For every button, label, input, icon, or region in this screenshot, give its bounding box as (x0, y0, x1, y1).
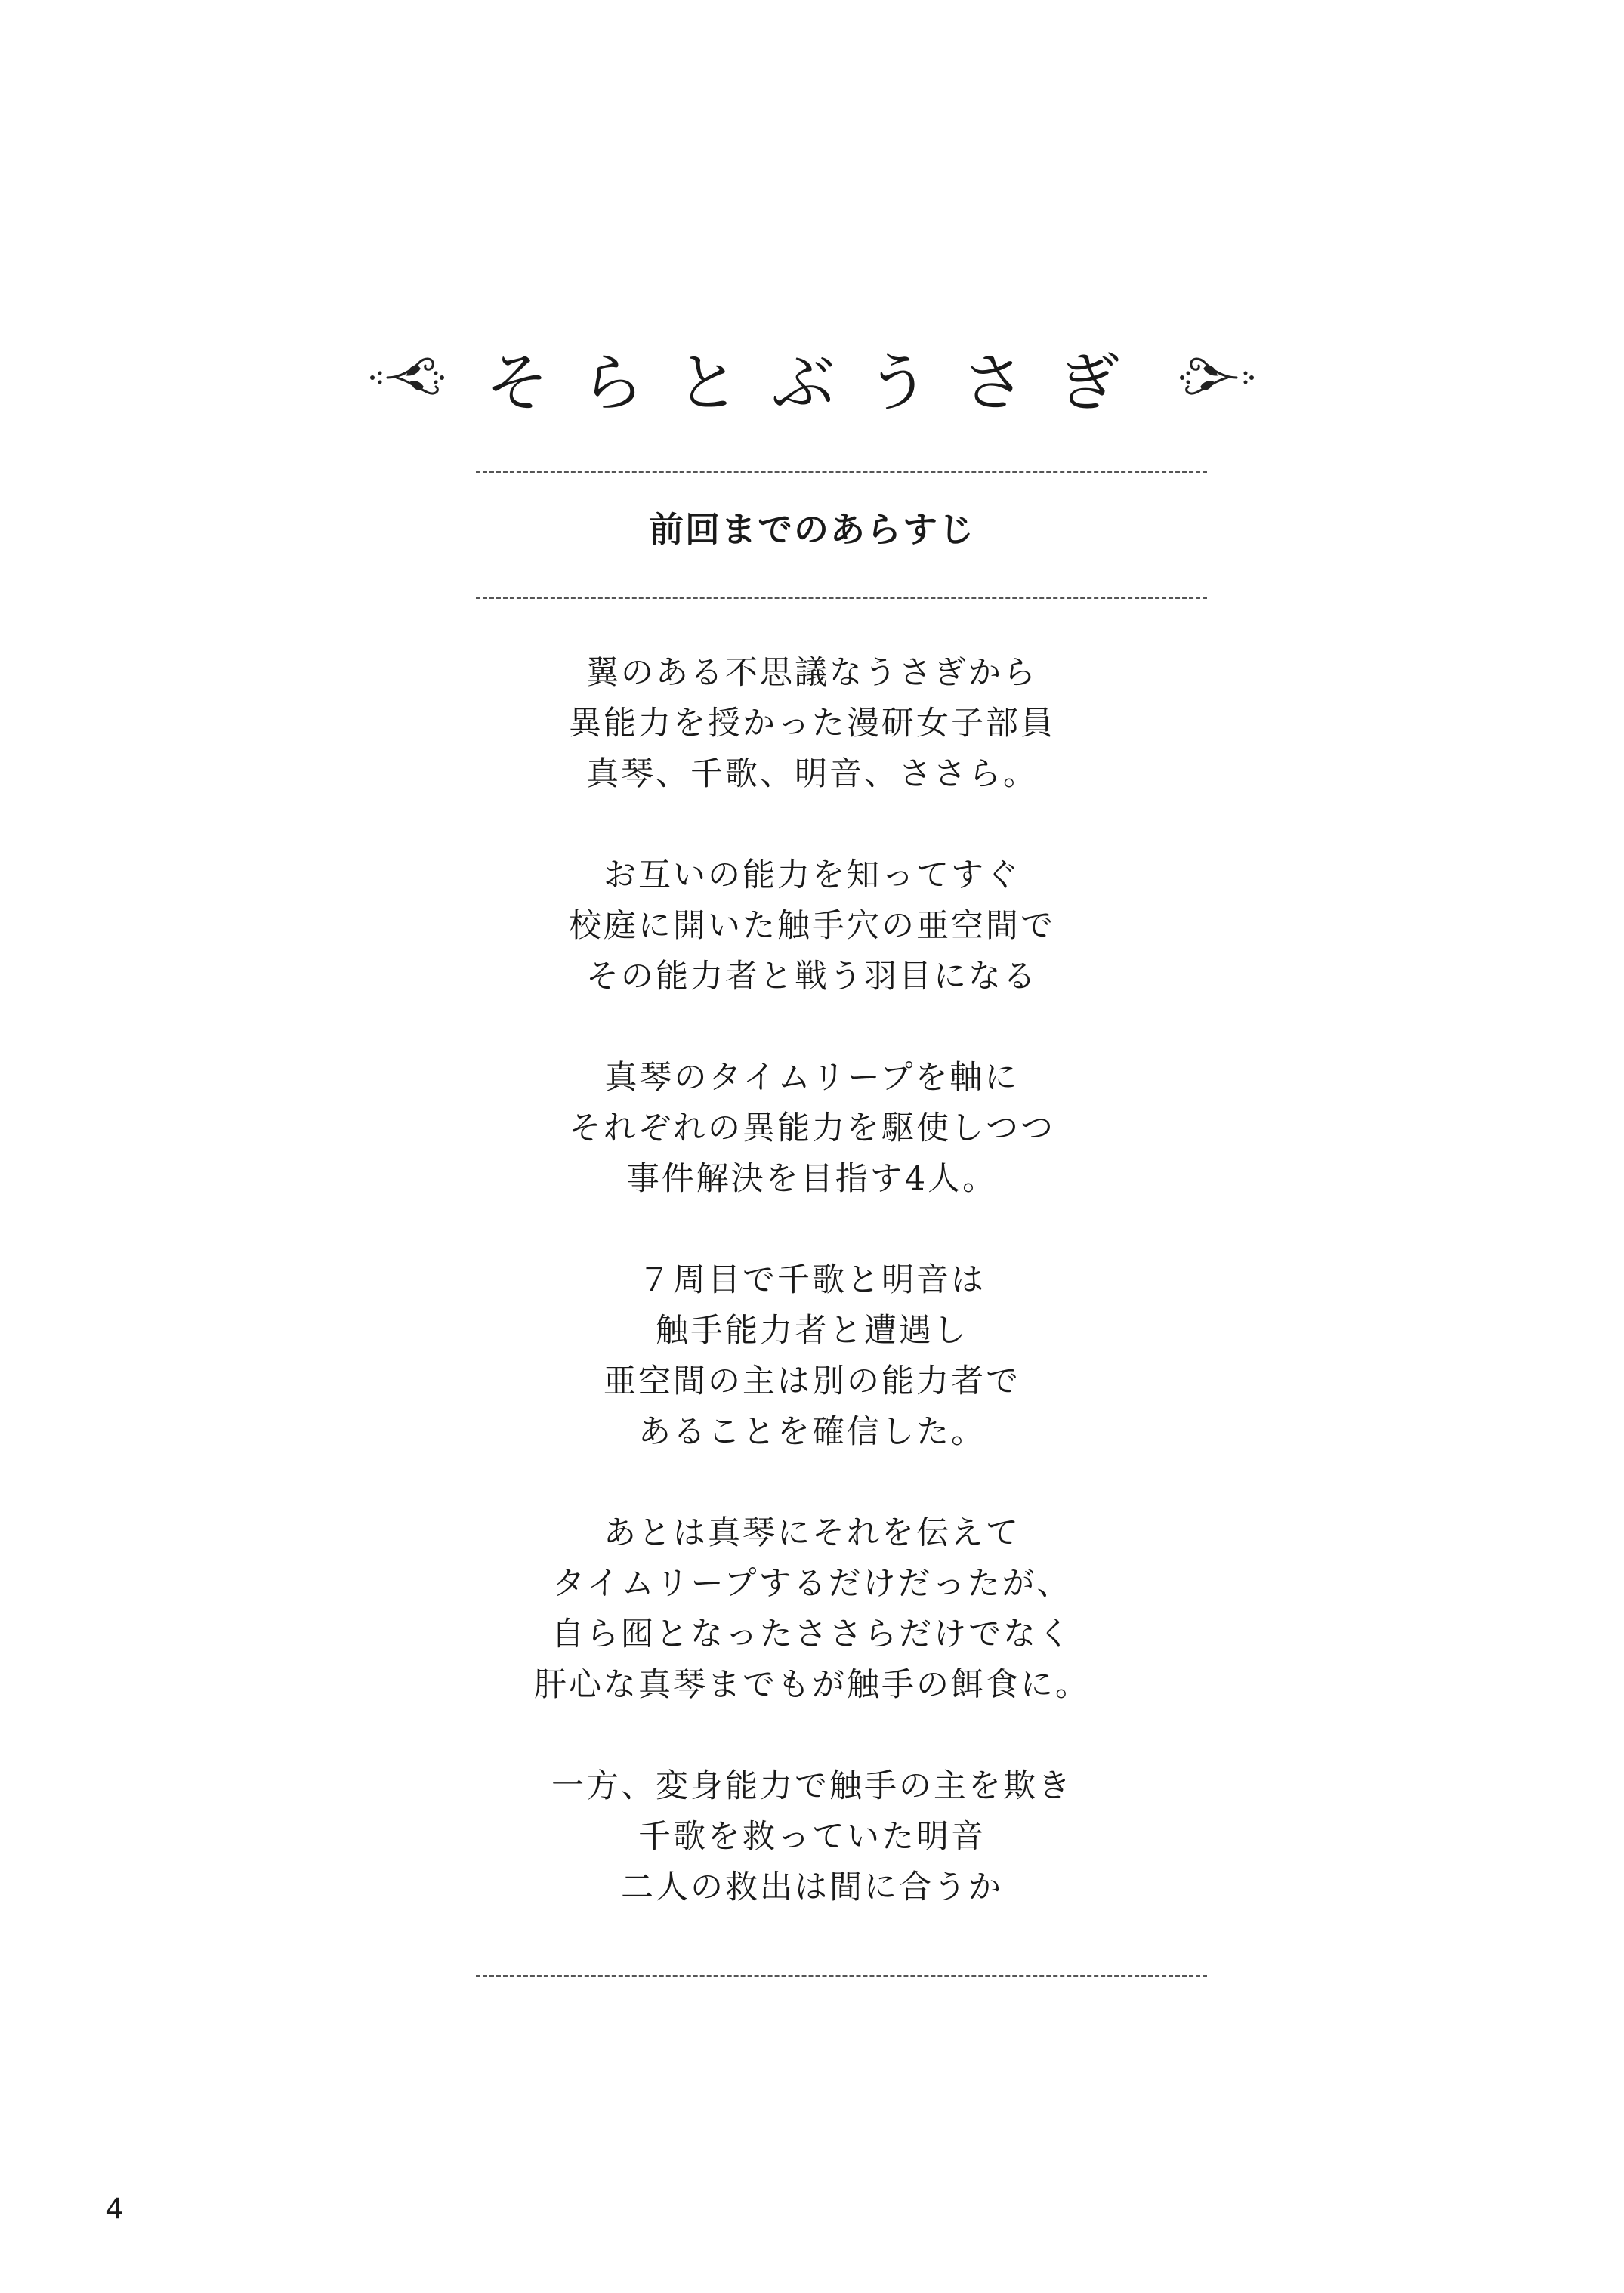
text-line: 真琴のタイムリープを軸に (604, 1059, 1020, 1097)
text-line: 触手能力者と遭遇し (656, 1312, 968, 1350)
paragraph (0, 1508, 1624, 1711)
text-line: あとは真琴にそれを伝えて (604, 1514, 1020, 1552)
text-line: 肝心な真琴までもが触手の餌食に。 (534, 1666, 1090, 1704)
page-title: そらとぶうさぎ (485, 345, 1152, 420)
text-line: 校庭に開いた触手穴の亜空間で (569, 907, 1055, 945)
title-row (0, 332, 1624, 423)
text-line: 真琴、千歌、明音、ささら。 (586, 755, 1038, 793)
text-line: 千歌を救っていた明音 (638, 1818, 986, 1856)
text-line: 翼のある不思議なうさぎから (586, 654, 1038, 692)
text-line: 異能力を授かった漫研女子部員 (569, 705, 1055, 742)
paragraph (0, 850, 1624, 1002)
paragraph (0, 1761, 1624, 1913)
dashed-divider-top (476, 471, 1207, 473)
paragraph (0, 1053, 1624, 1205)
paragraph (0, 648, 1624, 800)
vine-ornament-right-icon (1175, 347, 1258, 408)
text-line: 事件解決を目指す4人。 (626, 1160, 998, 1198)
text-line: 亜空間の主は別の能力者で (604, 1363, 1020, 1400)
text-line: ７周目で千歌と明音は (638, 1261, 986, 1299)
vine-ornament-left-icon (366, 347, 449, 408)
text-line: タイムリープするだけだったが、 (552, 1565, 1072, 1603)
synopsis-body (0, 648, 1624, 1964)
text-line: あることを確信した。 (638, 1413, 986, 1451)
text-line: お互いの能力を知ってすぐ (604, 856, 1020, 894)
dashed-divider-bottom (476, 1975, 1207, 1977)
text-line: その能力者と戦う羽目になる (586, 958, 1038, 995)
text-line: 二人の救出は間に合うか (621, 1869, 1003, 1906)
text-line: それぞれの異能力を駆使しつつ (569, 1109, 1055, 1147)
page-number: 4 (106, 2192, 123, 2225)
text-line: 自ら囮となったささらだけでなく (551, 1616, 1073, 1653)
paragraph (0, 1255, 1624, 1458)
section-heading: 前回までのあらすじ (649, 509, 975, 550)
text-line: 一方、変身能力で触手の主を欺き (551, 1767, 1073, 1805)
dashed-divider-middle (476, 597, 1207, 599)
